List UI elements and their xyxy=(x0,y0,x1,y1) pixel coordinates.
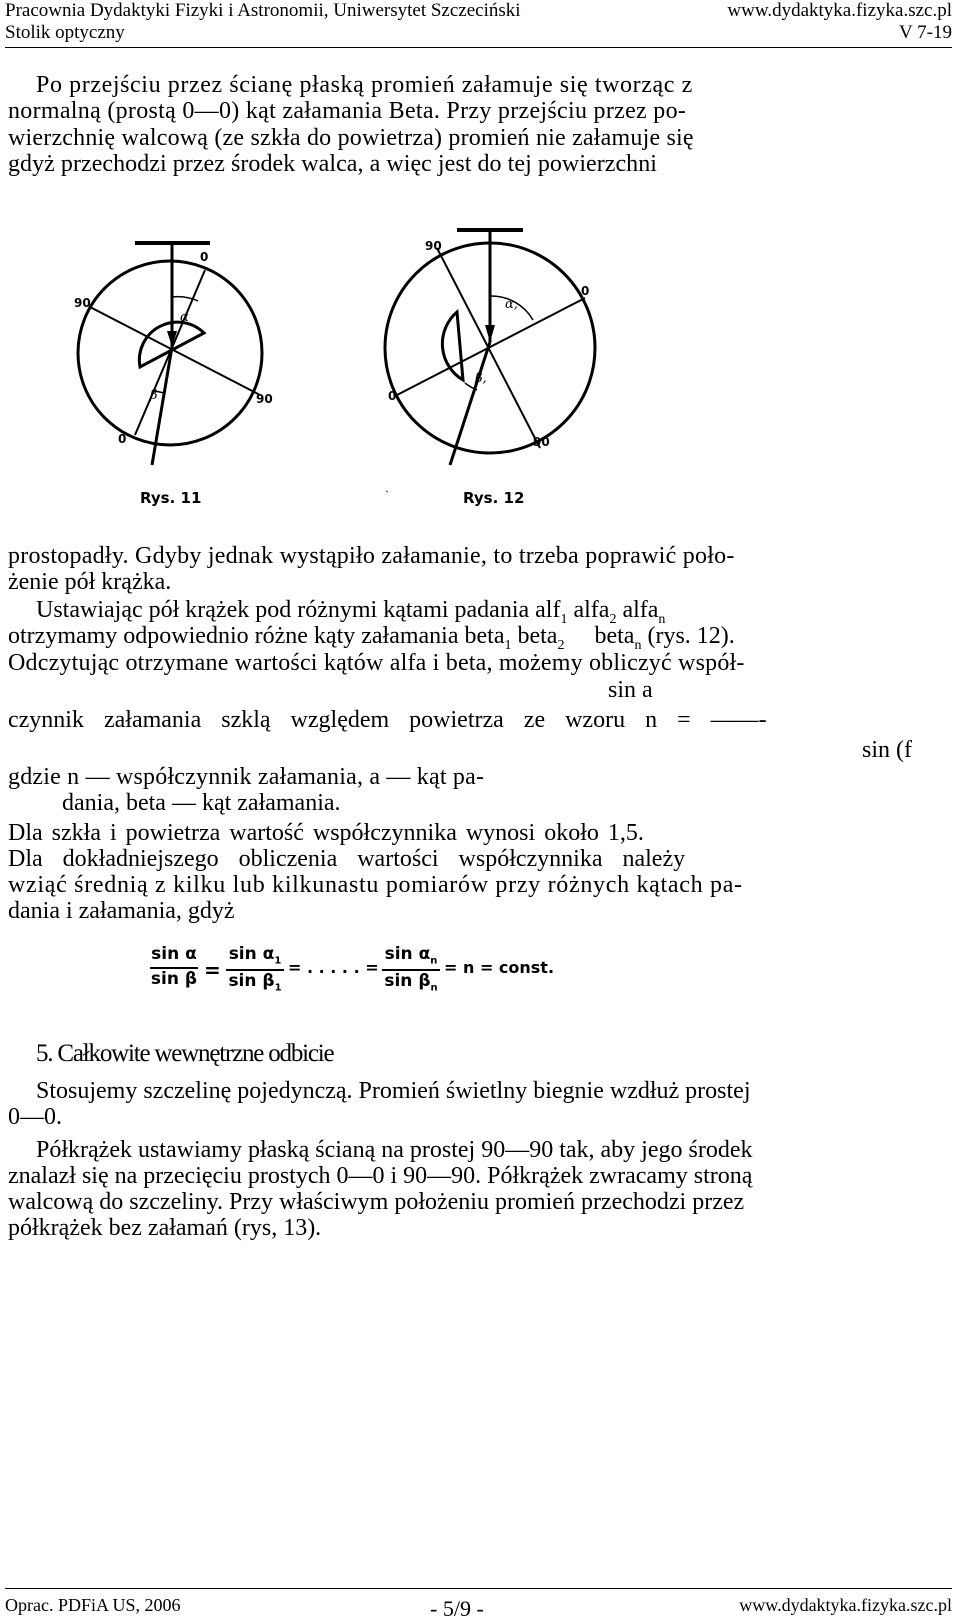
section5-p2-line-1: Półkrążek ustawiamy płaską ścianą na prostej 90—90 tak, aby jego środek xyxy=(36,1137,753,1163)
section5-p2-line-4: półkrążek bez załamań (rys, 13). xyxy=(8,1215,322,1241)
para3-line-5: gdzie n — współczynnik załamania, a — kąt pa- xyxy=(8,764,485,790)
section5-p2-line-3: walcową do szczeliny. Przy właściwym położeniu promień przechodzi przez xyxy=(8,1189,745,1215)
footer-author: Oprac. PDFiA US, 2006 xyxy=(5,1595,181,1615)
para2-line-2: żenie pół krążka. xyxy=(8,569,172,595)
section-5-title: 5. Całkowite wewnętrzne odbicie xyxy=(36,1040,334,1067)
intro-line-3: wierzchnię walcową (ze szkła do powietrza) promień nie załamuje się xyxy=(8,125,694,151)
fig12-caption: Rys. 12 xyxy=(463,489,525,507)
header-url: www.dydaktyka.fizyka.szc.pl xyxy=(727,0,952,21)
footer-url: www.dydaktyka.fizyka.szc.pl xyxy=(739,1595,952,1615)
figure-rys-12 xyxy=(375,220,615,520)
para3-line-6: dania, beta — kąt załamania. xyxy=(62,790,341,816)
refraction-equation: $\frac{\text{sin α}}{\text{sin β}}$ = $\frac{\sin \alpha_1}{\sin \beta_1}$ = . . . . . = $\frac{\sin \alpha_n}{\sin \beta_n}$ = n = const. xyxy=(150,944,555,994)
header-version: V 7-19 xyxy=(899,22,952,43)
fig11-label-0-bottom: 0 xyxy=(118,432,127,446)
para3-line-10: dania i załamania, gdyż xyxy=(8,898,235,924)
fig11-label-90-right: 90 xyxy=(256,392,273,406)
fig11-caption: Rys. 11 xyxy=(140,489,202,507)
para2-line-1: prostopadły. Gdyby jednak wystąpiło załamanie, to trzeba poprawić poło- xyxy=(8,543,735,569)
para3-line-9: wziąć średnią z kilku lub kilkunastu pomiarów przy różnych kątach pa- xyxy=(8,872,743,898)
stray-mark: ` xyxy=(385,488,389,502)
fig12-label-0-left: 0 xyxy=(388,389,397,403)
intro-line-4: gdyż przechodzi przez środek walca, a więc jest do tej powierzchni xyxy=(8,151,658,177)
intro-line-2: normalną (prostą 0—0) kąt załamania Beta. Przy przejściu przez po- xyxy=(8,98,687,124)
para3-line-4: czynnik załamania szklą względem powietrza ze wzoru n = ——- xyxy=(8,707,767,733)
fig12-label-0-right: 0 xyxy=(581,284,590,298)
para3-line-7: Dla szkła i powietrza wartość współczynnika wynosi około 1,5. xyxy=(8,820,644,846)
fig12-alpha: α, xyxy=(505,297,518,312)
fig11-alpha: α xyxy=(180,310,189,325)
intro-line-1: Po przejściu przez ścianę płaską promień załamuje się tworząc z xyxy=(36,72,693,98)
fig11-label-0-top: 0 xyxy=(200,250,209,264)
footer-rule xyxy=(5,1588,952,1589)
header-title: Pracownia Dydaktyki Fizyki i Astronomii, Uniwersytet Szczeciński xyxy=(5,0,521,21)
fig12-label-90-bottom: 90 xyxy=(533,435,550,449)
fig12-beta: β, xyxy=(475,371,487,386)
section5-p1-line-2: 0—0. xyxy=(8,1104,62,1130)
header-subtitle: Stolik optyczny xyxy=(5,22,125,43)
section5-p2-line-2: znalazł się na przecięciu prostych 0—0 i 90—90. Półkrążek zwracamy stroną xyxy=(8,1163,753,1189)
formula-denominator: sin (f xyxy=(862,737,912,763)
para3-line-2: otrzymamy odpowiednio różne kąty załamania beta$_1$ beta$_2$ beta$_n$ (rys. 12). xyxy=(8,623,735,653)
formula-numerator: sin a xyxy=(608,677,653,703)
para3-line-8: Dla dokładniejszego obliczenia wartości współczynnika należy xyxy=(8,846,686,872)
figure-rys-11 xyxy=(60,235,290,520)
footer-page-number: - 5/9 - xyxy=(430,1596,484,1621)
fig11-beta: β xyxy=(150,388,158,403)
para3-line-3: Odczytując otrzymane wartości kątów alfa i beta, możemy obliczyć współ- xyxy=(8,650,745,676)
fig12-label-90-top: 90 xyxy=(425,239,442,253)
fig11-label-90-left: 90 xyxy=(74,296,91,310)
section5-p1-line-1: Stosujemy szczelinę pojedynczą. Promień świetlny biegnie wzdłuż prostej xyxy=(36,1078,751,1104)
para3-line-1: Ustawiając pół krążek pod różnymi kątami padania alf$_1$ alfa$_2$ alfa$_n$ xyxy=(36,597,666,627)
header-rule xyxy=(5,47,952,48)
